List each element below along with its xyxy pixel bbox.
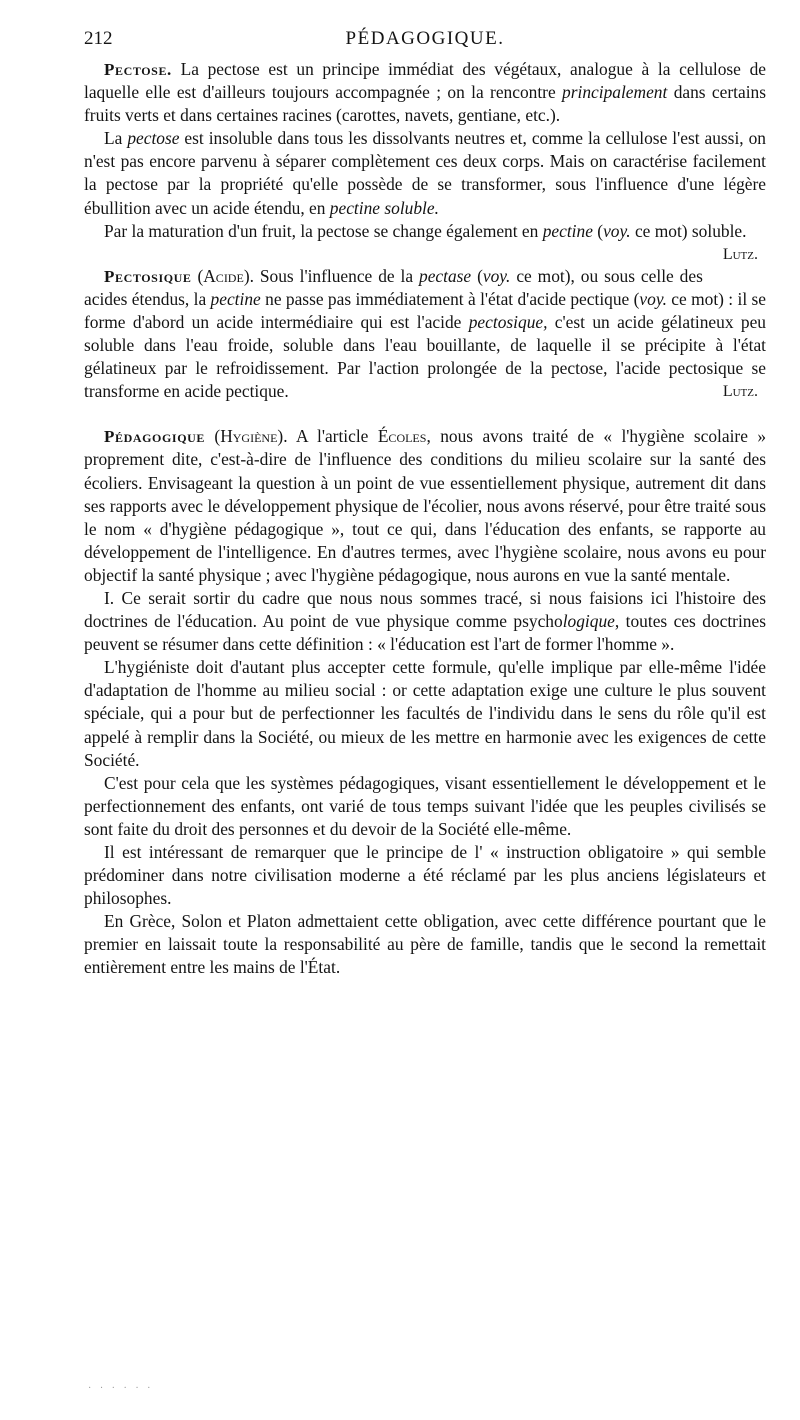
italic-text: voy. — [603, 220, 631, 241]
page-number: 212 — [84, 28, 113, 49]
italic-text: pectine — [210, 288, 261, 309]
italic-text: pectase — [419, 265, 472, 286]
italic-text: pectine soluble. — [329, 197, 439, 218]
dictionary-entry — [84, 425, 766, 979]
small-caps-text: Hygiène — [220, 426, 278, 447]
italic-text: pectine — [542, 220, 593, 241]
text-run: ( — [471, 265, 483, 286]
paragraph — [84, 656, 766, 771]
page-header — [84, 28, 766, 58]
italic-text: pectosique, — [468, 311, 548, 332]
scan-marks: · · · · · · — [88, 1383, 154, 1394]
entry-headword: Pectose. — [104, 60, 172, 79]
text-run: C'est pour cela que les systèmes pédagogiques, visant essentiellement le développement et le perfectionnement des enfants, ont varié de tous temps suivant l'idée que les peuples civilisés se sont faite du droit des personnes et du devoir de la Société elle-même. — [84, 772, 766, 839]
text-run: Il est intéressant de remarquer que le principe de l' « instruction obligatoire » qui semble prédominer dans notre civilisation moderne a été réclamé par les plus anciens législateurs et philosophes. — [84, 842, 766, 909]
text-run: Par la maturation d'un fruit, la pectose se change également en — [104, 220, 543, 241]
dictionary-entry — [84, 265, 766, 404]
text-run: nous avons traité de « l'hygiène scolaire » proprement dite, c'est-à-dire de l'influence des conditions du milieu scolaire sur la santé des écoliers. Envisageant la question à un point de vue essentiellement physique, autrement dit dans ses rapports avec le développement physique de l'écolier, nous avons réservé, pour être traité sous le nom « d'hygiène pédagogique », tout ce qui, dans l'éducation des enfants, se rapporte au développement de l'intelligence. En d'autres termes, avec l'hygiène scolaire, nous avons eu pour objectif la santé physique ; avec l'hygiène pédagogique, nous aurons en vue la santé mentale. — [84, 426, 767, 585]
dictionary-entry — [84, 58, 766, 263]
text-run: ce mot) : il se forme d'abord un acide intermédiaire qui est l'acide — [84, 288, 767, 332]
text-run: ( — [592, 220, 604, 241]
author-signature: Lutz. — [722, 245, 758, 263]
text-run: ( — [191, 265, 204, 286]
text-run: dans certains fruits verts et dans certaines racines (carottes, navets, gentiane, etc.). — [84, 82, 766, 126]
running-title: PÉDAGOGIQUE. — [345, 28, 505, 49]
text-run: La — [104, 128, 128, 149]
paragraph — [84, 265, 766, 404]
italic-text: voy. — [482, 265, 511, 286]
paragraph — [84, 127, 766, 219]
paragraph — [84, 587, 766, 656]
text-run: L'hygiéniste doit d'autant plus accepter cette formule, qu'elle implique par elle-même l'idée d'adaptation de l'homme au milieu social : or cette adaptation exige une culture le plus souvent spéciale, qui a pour but de perfectionner les facultés de l'individu dans le sens du rôle qu'il est appelé à remplir dans la Société, ou mieux de les mettre en harmonie avec les exigences de cette Société. — [84, 657, 766, 770]
text-run: est insoluble dans tous les dissolvants neutres et, comme la cellulose l'est aussi, on n'est pas encore parvenu à séparer complètement ces deux corps. Mais on caractérise facilement la pectose par la propriété qu'elle possède de se transformer, sous l'influence d'une légère ébullition avec un acide étendu, en — [84, 128, 766, 218]
text-run: ). A l'article — [277, 426, 378, 447]
author-signature: Lutz. — [722, 383, 758, 401]
italic-text: principalement — [562, 82, 668, 103]
body-text — [84, 58, 766, 980]
text-run: , toutes ces doctrines peuvent se résumer dans cette définition : « l'éducation est l'art de former l'homme ». — [84, 611, 766, 655]
paragraph — [84, 772, 766, 841]
text-run: ce mot) soluble. — [630, 220, 747, 241]
paragraph — [84, 220, 766, 263]
text-run: ). Sous l'influence de la — [243, 265, 419, 286]
italic-text: pectose — [127, 128, 180, 149]
small-caps-text: Acide — [203, 265, 244, 286]
text-run: La pectose est un principe immédiat des végétaux, analogue à la cellulose de laquelle elle est d'ailleurs toujours accompagnée ; on la rencontre — [84, 59, 766, 103]
text-run: ne passe pas immédiatement à l'état d'acide pectique ( — [260, 288, 640, 309]
text-run: I. Ce serait sortir du cadre que nous nous sommes tracé, si nous faisions ici l'histoire des doctrines de l'éducation. Au point de vue physique comme psycho — [84, 587, 766, 632]
entry-headword: Pédagogique — [104, 427, 205, 447]
paragraph — [84, 910, 766, 979]
page — [84, 28, 766, 980]
paragraph — [84, 425, 766, 587]
paragraph — [84, 58, 766, 127]
entry-headword: Pectosique — [104, 266, 192, 286]
text-run: ce mot), ou sous celle des acides étendus, la — [84, 265, 703, 309]
text-run: c'est un acide gélatineux peu soluble dans l'eau froide, soluble dans l'eau bouillante, de laquelle il se précipite à l'état gélatineux par le refroidissement. Par l'action prolongée de la pectose, l'acide pectosique se transforme en acide pectique. — [84, 311, 766, 402]
italic-text: voy. — [639, 288, 667, 309]
small-caps-text: Écoles, — [377, 426, 431, 447]
text-run: En Grèce, Solon et Platon admettaient cette obligation, avec cette différence pourtant que le premier en laissait toute la responsabilité au père de famille, tandis que le second la remettait entièrement entre les mains de l'État. — [84, 911, 766, 978]
paragraph — [84, 841, 766, 910]
text-run: ( — [205, 426, 221, 447]
italic-text: logique — [562, 611, 615, 632]
